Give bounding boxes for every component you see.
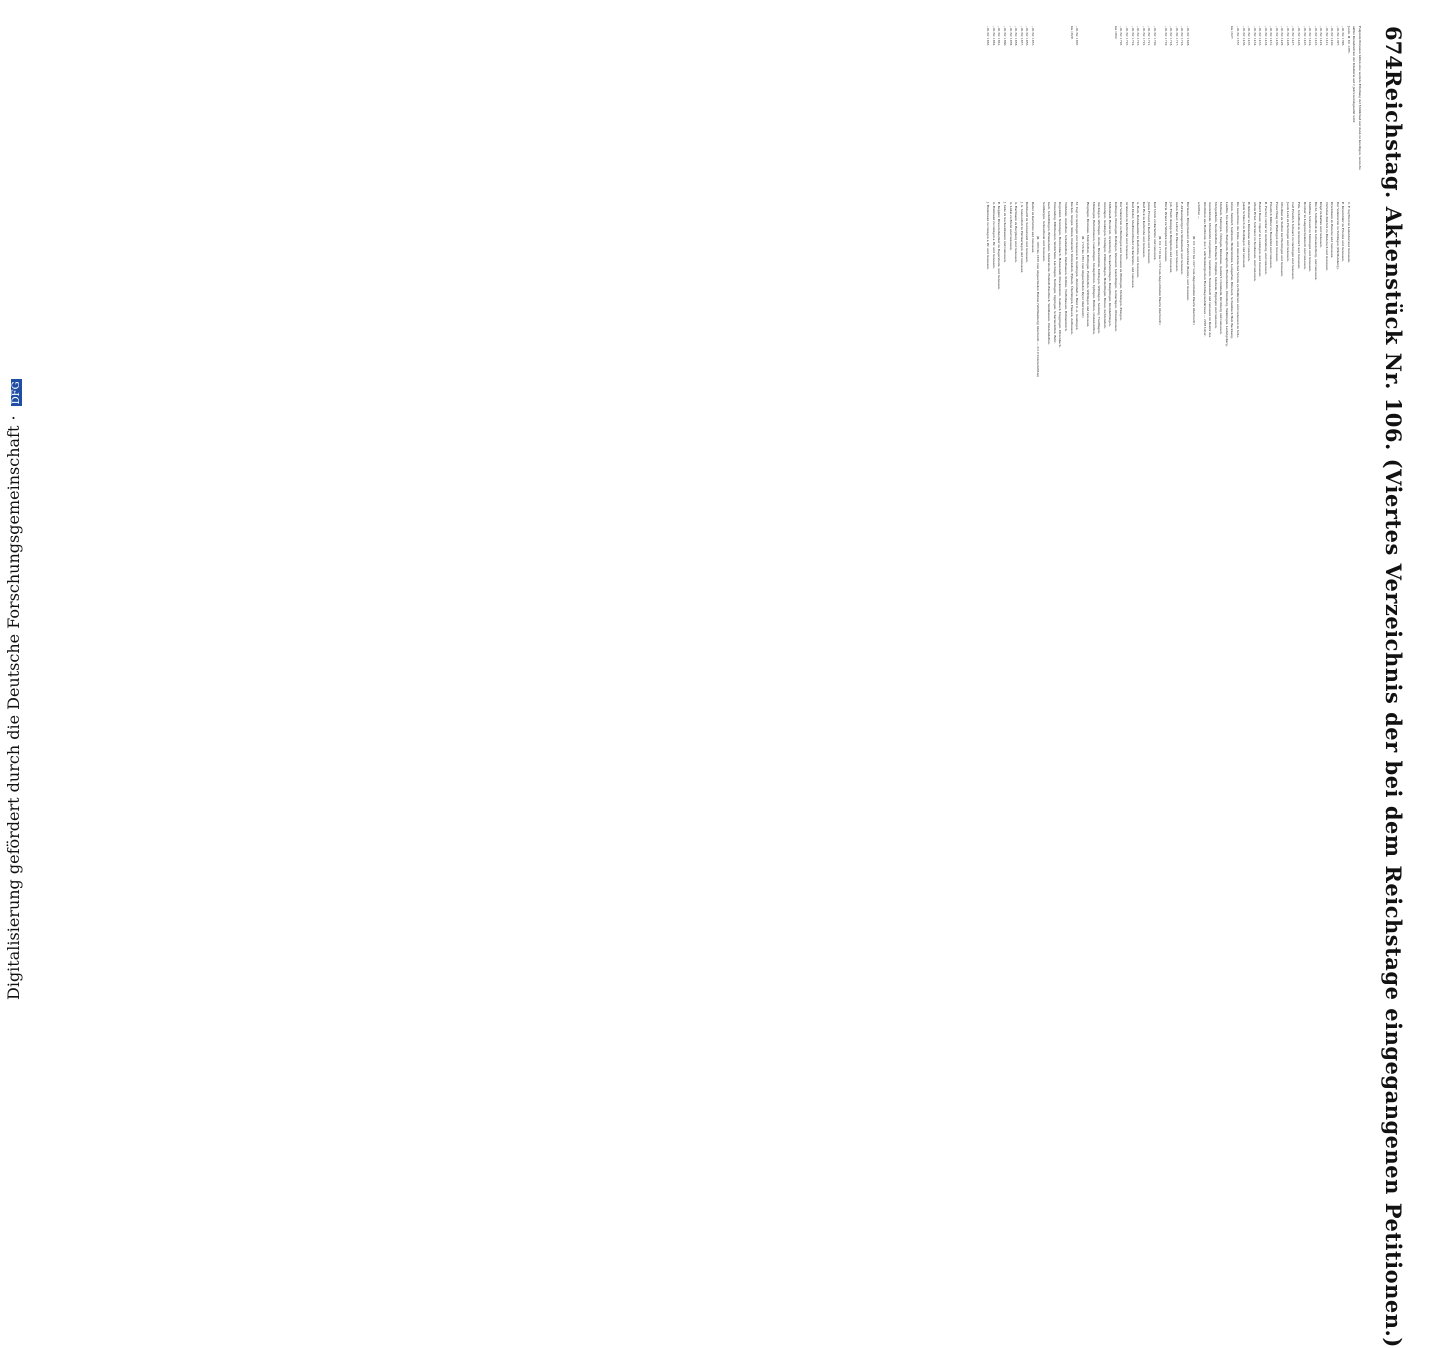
entry-number: „ II. Nr. 1429. <box>1280 26 1285 47</box>
list-item <box>1212 26 1218 1026</box>
list-item <box>1268 26 1274 1026</box>
entry-number: „ II. Nr. 1555 <box>1235 26 1240 46</box>
list-item <box>1340 26 1346 1026</box>
entry-number: „ II. Nr. 1857. <box>1019 26 1024 47</box>
entry-number: Journ. II. Nr. 1395. <box>1346 26 1351 54</box>
entry-text: Ringingen, Bremelau, Mehrstetten, Böttingen, Feldstetten, Wittlingen und Genossen, <box>1086 202 1091 328</box>
list-note <box>1190 26 1196 1026</box>
list-item <box>1090 26 1096 1026</box>
entry-text: Jakob Schlauch zu Deißlingen und Genossen, <box>1241 202 1246 269</box>
list-item <box>1201 26 1207 1026</box>
entry-text: Sontbergen, Schnaitheim und Genossen, <box>1041 202 1046 262</box>
entry-text: Münsingen, Buttenhausen, Gomadingen, Steingebronn, Upfingen, Hülben, Grabenstetten, <box>1091 202 1096 335</box>
list-item <box>1085 26 1091 1026</box>
entry-text: (II. 1726 bis 1802 vom Abgeordneten Payer überreicht) <box>1080 236 1085 318</box>
intro-paragraph <box>1351 26 1362 1026</box>
entry-text: Matthias Schwarz zu Meiningen und Genossen, <box>1308 202 1313 272</box>
entry-number: „ II. Nr. 1726 <box>1119 26 1124 46</box>
entry-number: „ II. Nr. 1422. <box>1319 26 1324 47</box>
entry-text: J. Seile zu Sachsenhausen und Genossen, <box>1003 202 1007 263</box>
list-item <box>1279 26 1285 1026</box>
entry-text: Balter zu Karlsruhe und Genossen, <box>1030 202 1035 254</box>
entry-text: Dettingen, Mössingen, Betzingen, Wannweil, Sondelfingen, Gomaringen, Ohmenhausen, <box>1113 202 1118 332</box>
entry-number: „ II. Nr. 1717. <box>1174 26 1179 47</box>
list-item <box>996 26 1002 1026</box>
entry-text: Christian Dietrich zu Biederach und Genossen, <box>1324 202 1329 271</box>
entry-text: C. F. Seyfried zu Lobenhof und Genossen, <box>1346 202 1351 264</box>
list-item <box>1135 26 1141 1026</box>
list-item <box>1262 26 1268 1026</box>
entry-text: G. Heilmann zu Giengen a. Br. und Genossen, <box>991 202 996 269</box>
list-item <box>1179 26 1185 1026</box>
entry-number: „ II. Nr. 1859. <box>1008 26 1013 47</box>
list-item <box>1196 26 1202 1026</box>
entry-number: „ II. Nr. 1423. <box>1313 26 1318 47</box>
page-header <box>1364 26 1406 1348</box>
footer-credit <box>4 0 23 1000</box>
entry-text: Lauffen, Neckarsulm, Bietigheim, Besigheim, Brackenheim, Weinsberg, Waiblingen, Ludwigsburg, <box>1224 202 1229 347</box>
credit-text: Digitalisierung gefördert durch die Deutsche Forschungsgemeinschaft · <box>4 415 23 1000</box>
list-item <box>1068 26 1074 1026</box>
page-title: Reichstag. Aktenstück Nr. 106. (Viertes Verzeichnis der bei dem Reichstage eingegangenen Petitionen.) <box>1381 69 1406 1348</box>
list-item <box>1173 26 1179 1026</box>
list-item <box>1345 26 1351 1026</box>
list-item <box>985 26 991 1026</box>
entry-text: Herm. Brand zu Wimpfen und Genossen, <box>1163 202 1168 262</box>
entry-number: „ II. Nr. 1396. <box>1341 26 1346 47</box>
list-item <box>1029 26 1035 1026</box>
entry-text: Großmann zu Karlsruhe und Genossen, <box>1125 202 1130 260</box>
list-item <box>1273 26 1279 1026</box>
entry-text: Beutner zu Langenschemmern und Genossen, <box>1302 202 1307 270</box>
list-item <box>1295 26 1301 1026</box>
entry-text: Karl Dieter, Stadtverordneter zu Karlsruhe, und Genossen, <box>1130 202 1135 289</box>
entry-number: „ II. Nr. 1723. <box>1136 26 1141 47</box>
entry-text: Dreckmann zu Belecke und Genossen, <box>1330 202 1335 259</box>
list-item <box>1013 26 1019 1026</box>
entry-text: Mittelstadt, Riederich, Grafenberg, Neckartenzlingen, Bempflingen, Kleinbettlingen, <box>1108 202 1113 327</box>
list-item <box>1057 26 1063 1026</box>
entry-text: Gönningen, Genkingen, Undingen, Willmandingen, Holzelfingen, Honau, Lichtenstein, <box>1102 202 1107 329</box>
entry-number: „ II. Nr. 1426. <box>1296 26 1301 47</box>
entry-text: bach, Schnittlingen, Bräunisheim, Stubersheim, Hofstett-Emerbuch, Waldhausen, Weidenstetten, <box>1047 202 1052 345</box>
list-item <box>1096 26 1102 1026</box>
list-item <box>1312 26 1318 1026</box>
entry-text: Marbach, Vaihingen, Öhringen, Künzelsau, Gaildorf, Crailsheim, Kirchberg und Genossen, <box>1219 202 1224 335</box>
intro-line: aktive Dienstzeit bei der Infanterie auf 2 Jahre herabgesetzt wird: <box>1352 26 1357 123</box>
entry-number: „ II. Nr. 1724. <box>1130 26 1135 47</box>
entry-number: „ II. Nr. 1421. <box>1324 26 1329 47</box>
entry-text: J. G. Sonnenfroh zu Hermaringen und Genossen, <box>1019 202 1024 274</box>
entry-number: „ II. Nr. 1428. <box>1285 26 1290 47</box>
entry-text: Joh. Friedr. Kempp zu Bietigheim und Genossen, <box>1169 202 1174 274</box>
list-item <box>1074 26 1080 1026</box>
entry-text: H. Kömmer zu Künzelsau und Genossen, <box>1247 202 1252 262</box>
entry-number: „ II. Nr. 1856. <box>1025 26 1030 47</box>
list-item <box>1290 26 1296 1026</box>
entry-text: (II. Nr. 1716 bis 1719 vom Abgeordneten Haerle überreicht) <box>1158 236 1163 325</box>
list-item <box>1101 26 1107 1026</box>
entry-number: „ II. Nr. 1397. <box>1335 26 1340 47</box>
list-item <box>1234 26 1240 1026</box>
entry-number: „ II. Nr. 1863. <box>986 26 991 47</box>
list-item <box>1246 26 1252 1026</box>
entry-text: Karl Rick zu Karlsruhe und Genossen, <box>1141 202 1146 258</box>
entry-text: E. Keppler, Brauereibesitzer zu Dagersheim, und Genossen, <box>997 202 1002 290</box>
entry-text: Friedrich Müller zu Rosenfeld und Genossen, <box>1269 202 1274 269</box>
entry-number: bis 1627. <box>1230 26 1235 40</box>
entry-text: Türkheim, Amstetten, Schalkstetten, Waldhausen, Stötten, Treffelhausen, Böhmenkirch, <box>1064 202 1069 332</box>
entry-number: „ II. Nr. 1719. <box>1163 26 1168 47</box>
list-item <box>1207 26 1213 1026</box>
list-item <box>1284 26 1290 1026</box>
entry-text: Carl Friedrich Schwarz zu Gächingen und Genossen, <box>1291 202 1296 280</box>
list-item <box>1229 26 1235 1026</box>
list-item <box>1185 26 1191 1026</box>
entry-text: Burkhardt zu Sonnenwald und Genossen, <box>1025 202 1030 263</box>
entry-text: brunn, Sulzdorf, Sontheim, Hellersfelden, Leingarten, Biberach, Schwäbisch Hall, Backnang, <box>1230 202 1235 339</box>
entry-number: „ II. Nr. 1431. <box>1269 26 1274 47</box>
entry-text: E. Kronmüller zu Frieden und Genossen, <box>1341 202 1346 262</box>
list-item <box>1218 26 1224 1026</box>
list-note <box>1079 26 1085 1026</box>
entry-text: Hecht, Schultheiß zu Schwanderberg, und Genossen, <box>1313 202 1318 281</box>
entry-number: „ II. Nr. 1860. <box>1003 26 1007 47</box>
list-item <box>1146 26 1152 1026</box>
list-item <box>1151 26 1157 1026</box>
entry-number: „ II. Nr. 1722. <box>1141 26 1146 47</box>
entry-text: G. Läßle zu Brenz und Genossen, <box>1008 202 1013 251</box>
entry-number: „ II. Nr. 1862. <box>991 26 996 47</box>
entry-text: Hermann, Bürgermeister zu Friedrichsthal (Baden), und Genossen, <box>1186 202 1191 301</box>
list-item <box>1334 26 1340 1026</box>
entry-number: „ II. Nr. 1424. <box>1308 26 1313 47</box>
entry-text: J. Riedemann zu Giengen a. Br. und Genossen. <box>986 202 991 270</box>
entry-text: Mergentheim, Niederstetten, Eberbach, Wimpfen, Sinsheim, Eppingen und Genossen, <box>1213 202 1218 329</box>
entry-number: „ II. Nr. 1858. <box>1014 26 1019 47</box>
entry-text: Krapf zu Kattau und Genossen, <box>1319 202 1324 248</box>
list-item <box>990 26 996 1026</box>
entry-text: Julius Freund zu Karlsruhe und Genossen, <box>1147 202 1152 265</box>
entry-text: Kuchen, Gingen, Süßen, Donzdorf, Weißenstein, Eybach, Überkingen, Hausen, Aufhausen, <box>1069 202 1074 335</box>
entry-text: fürstlichen aus Heilbronn, des 3. württembergischen Reichstagswahlkreises — 2298 Unter- <box>1202 202 1207 337</box>
entry-text: G. Hartmann zu Burgberg und Genossen, <box>1014 202 1019 263</box>
entry-number: „ II. Nr. 1432. <box>1263 26 1268 47</box>
entry-text: (II. 1803 bis 1829 vom Abgeordneten Hähnle (Württemberg) überreicht — 2110 Unterschriften) <box>1036 236 1041 378</box>
entry-number: „ II. Nr. 1718. <box>1169 26 1174 47</box>
list-item <box>1118 26 1124 1026</box>
list-item <box>1307 26 1313 1026</box>
entry-text: Anton Bauer, Lehrer zu Hausen, und Genossen, <box>1174 202 1179 272</box>
entry-text: Der Volksverein zu Tuttlingen (Württemberg), <box>1335 202 1340 270</box>
entry-text: Otto Klaß zu Stetten bei Hechingen und Genossen, <box>1280 202 1285 277</box>
list-item <box>1251 26 1257 1026</box>
entry-number: „ II. Nr. 1420. <box>1330 26 1335 47</box>
entry-text: Gächingen, Würtingen, Glems, Bleichstetten, Dottingen, Wittlingen, Seeburg, Trailfingen, <box>1097 202 1102 334</box>
list-item <box>1168 26 1174 1026</box>
document-page <box>985 26 1406 1348</box>
list-item <box>1301 26 1307 1026</box>
entry-text: Degenfeld, Nenningen, Reichenbach, Hohenstadt, Drackenstein, Gosbach, Deggingen, Ditzenbach, <box>1058 202 1063 348</box>
entry-text: Robert Bauer, Gipser zu Lenningen, und Genossen, <box>1258 202 1263 278</box>
list-item <box>1046 26 1052 1026</box>
list-item <box>1240 26 1246 1026</box>
entry-number: bis 1829. <box>1069 26 1074 40</box>
entry-number: „ II. Nr. 1725. <box>1125 26 1130 47</box>
entry-text: F. Altmannsperger zu Weißenbach und Genossen, <box>1180 202 1185 275</box>
entry-number: „ II. Nr. 1716. <box>1180 26 1185 47</box>
dfg-logo: DFG <box>11 381 22 405</box>
list-item <box>1323 26 1329 1026</box>
petition-list <box>985 26 1351 1026</box>
entry-number: „ II. Nr. 1803 <box>1075 26 1080 46</box>
entry-text: Alfons Ernst, Schreiner zu Neuhausen, und Genossen, <box>1252 202 1257 282</box>
list-item <box>1140 26 1146 1026</box>
entry-text: Wiesensteig, Mühlhausen, Westerheim, Laichingen, Nellingen, Oppingen, Scharenstetten, Rohr- <box>1052 202 1057 344</box>
list-item <box>1123 26 1129 1026</box>
list-item <box>1018 26 1024 1026</box>
intro-line: Folgende Personen bitten eine weitere Erhöhung der Militärlast nur dann zu bewilligen, wenn die <box>1358 26 1362 170</box>
entry-text: Jacob Lenz zu Hechingen und Genossen, <box>1285 202 1290 262</box>
page-number: 674 <box>1381 26 1406 70</box>
entry-number: „ II. Nr. 1430. <box>1274 26 1279 47</box>
entry-number: „ II. Nr. 1436. <box>1241 26 1246 47</box>
list-item <box>1051 26 1057 1026</box>
entry-text: Karl Ulrich zu Karlsruhe und Genossen, <box>1152 202 1157 261</box>
entry-number: „ II. Nr. 1628. <box>1186 26 1191 47</box>
entry-text: M. Vogt zu Geislingen und Genossen zu Geislingen, Altenstadt a. Haid O.-A. Geislingen, <box>1075 202 1080 331</box>
entry-text: A. Reck, Bahnbeamter zu Karlsruhe, und Genossen, <box>1136 202 1141 278</box>
list-item <box>1318 26 1324 1026</box>
list-item <box>1162 26 1168 1026</box>
entry-text: B. Fischer, Gerber zu Andersberg, und Genossen, <box>1263 202 1268 275</box>
entry-text: Der Volksverein zu Reutlingen und Genossen zu Pfullingen, Metzingen, Eningen, <box>1119 202 1124 321</box>
entry-number: „ II. Nr. 1721. <box>1147 26 1152 47</box>
list-item <box>1001 26 1007 1026</box>
list-note <box>1035 26 1041 1026</box>
list-item <box>1329 26 1335 1026</box>
list-item <box>1007 26 1013 1026</box>
entry-number: bis 1802. <box>1113 26 1118 40</box>
entry-number: „ II. Nr. 1433. <box>1258 26 1263 47</box>
entry-number: „ II. Nr. 1434. <box>1252 26 1257 47</box>
entry-number: „ II. Nr. 1427. <box>1291 26 1296 47</box>
entry-text: Gundelsheim, Möckmühl, Langenburg, Gerabronn, Neuenstadt und Genossen im Bezirk des <box>1208 202 1213 338</box>
entry-text: (II. Nr. 1555 bis 1627 vom Abgeordneten Haerle überreicht) <box>1191 236 1196 325</box>
list-item <box>1257 26 1263 1026</box>
entry-number: „ II. Nr. 1435. <box>1247 26 1252 47</box>
list-item <box>1040 26 1046 1026</box>
list-item <box>1024 26 1030 1026</box>
entry-number: „ II. Nr. 1861. <box>997 26 1002 47</box>
entry-number: „ II. Nr. 1425. <box>1302 26 1307 47</box>
entry-text: schriften — <box>1197 202 1202 219</box>
entry-text: Frik, Schultheiß zu Grenzdorf, und Genossen, <box>1296 202 1301 270</box>
list-item <box>1112 26 1118 1026</box>
entry-text: Die Ausschüsse des Volks- und demokratischen Vereins zu Heilbronn und Genossen zu Scho- <box>1235 202 1240 339</box>
list-item <box>1129 26 1135 1026</box>
entry-number: „ II. Nr. 1855. <box>1030 26 1035 47</box>
entry-text: Franz Haug zu Pfullingen und Genossen, <box>1274 202 1279 263</box>
entry-number: „ II. Nr. 1720. <box>1152 26 1157 47</box>
